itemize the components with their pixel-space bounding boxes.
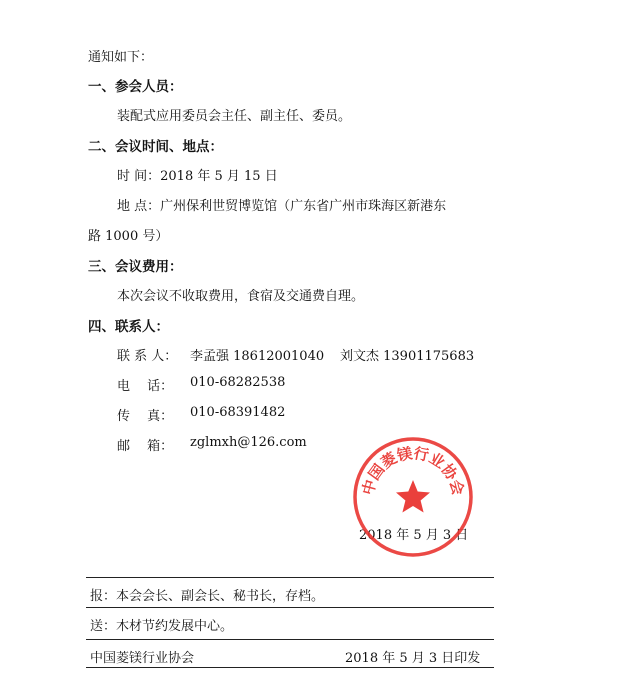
section-1-text: 装配式应用委员会主任、副主任、委员。 <box>117 109 352 124</box>
footer-rule-top <box>86 577 494 578</box>
fax-label: 传 真： <box>117 409 174 424</box>
footer-report-line: 报：本会会长、副会长、秘书长，存档。 <box>90 589 325 604</box>
email-label: 邮 箱： <box>117 439 174 454</box>
official-seal <box>351 435 475 559</box>
section-2-heading: 二、会议时间、地点： <box>88 139 223 155</box>
footer-print-date: 2018 年 5 月 3 日印发 <box>345 651 481 666</box>
seal-star-icon <box>396 480 430 513</box>
contact-person-2: 刘文杰 13901175683 <box>340 349 475 364</box>
section-3-text: 本次会议不收取费用，食宿及交通费自理。 <box>117 289 365 304</box>
sign-date: 2018 年 5 月 3 日 <box>359 528 469 543</box>
email-value: zglmxh@126.com <box>190 435 307 450</box>
footer-rule-bottom <box>86 667 494 668</box>
footer-org: 中国菱镁行业协会 <box>90 651 195 666</box>
fax-value: 010-68391482 <box>190 405 286 420</box>
meeting-place-line1: 地 点：广州保利世贸博览馆（广东省广州市珠海区新港东 <box>117 199 447 214</box>
meeting-time: 时 间：2018 年 5 月 15 日 <box>117 169 278 184</box>
phone-label: 电 话： <box>117 379 174 394</box>
contact-label: 联 系 人： <box>117 349 178 364</box>
seal-text: 中国菱镁行业协会 <box>358 444 468 497</box>
contact-person-1: 李孟强 18612001040 <box>190 349 325 364</box>
footer-rule-2 <box>86 639 494 640</box>
footer-send-line: 送：木材节约发展中心。 <box>90 619 234 634</box>
section-3-heading: 三、会议费用： <box>88 259 183 275</box>
intro-text: 通知如下： <box>88 50 154 65</box>
meeting-place-line2: 路 1000 号） <box>88 229 169 244</box>
phone-value: 010-68282538 <box>190 375 286 390</box>
section-1-heading: 一、参会人员： <box>88 79 183 95</box>
section-4-heading: 四、联系人： <box>88 319 169 335</box>
footer-rule-mid <box>86 607 494 608</box>
